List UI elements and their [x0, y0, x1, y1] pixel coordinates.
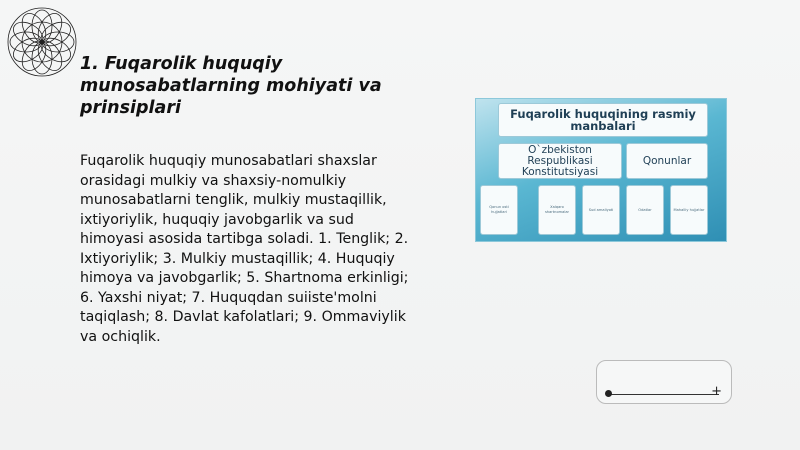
diagram-small-box: Sud amaliyoti [582, 185, 620, 235]
diagram-constitution-box: O`zbekiston Respublikasi Konstitutsiyasi [498, 143, 622, 179]
diagram-small-box: Qonun osti hujjatlari [480, 185, 518, 235]
slide-title: 1. Fuqarolik huquqiy munosabatlarning mohiyati va prinsiplari [80, 54, 382, 118]
plus-icon[interactable]: + [711, 384, 722, 399]
progress-knob[interactable] [605, 390, 612, 397]
sources-diagram [475, 98, 727, 242]
diagram-main-box: Fuqarolik huquqining rasmiy manbalari [498, 103, 708, 137]
media-player-controls[interactable] [596, 360, 732, 404]
diagram-laws-box: Qonunlar [626, 143, 708, 179]
diagram-small-box: Xalqaro shartnomalar [538, 185, 576, 235]
diagram-small-box: Mahalliy hujjatlar [670, 185, 708, 235]
decorative-circle-pattern-icon [4, 4, 80, 80]
diagram-small-box: Odatlar [626, 185, 664, 235]
slide-body-text: Fuqarolik huquqiy munosabatlari shaxslar orasidagi mulkiy va shaxsiy-nomulkiy munosabatlarni tenglik, mulkiy mustaqillik, ixtiyoriylik, huquqiy javobgarlik va sud himoyasi asosida tartibga soladi. 1. Tenglik; 2. Ixtiyoriylik; 3. Mulkiy mustaqillik; 4. Huquqiy himoya va javobgarlik; 5. Shartnoma erkinligi; 6. Yaxshi niyat; 7. Huquqdan suiiste'molni taqiqlash; 8. Davlat kafolatlari; 9. Ommaviylik va ochiqlik. [80, 153, 409, 345]
progress-track[interactable] [609, 394, 719, 395]
